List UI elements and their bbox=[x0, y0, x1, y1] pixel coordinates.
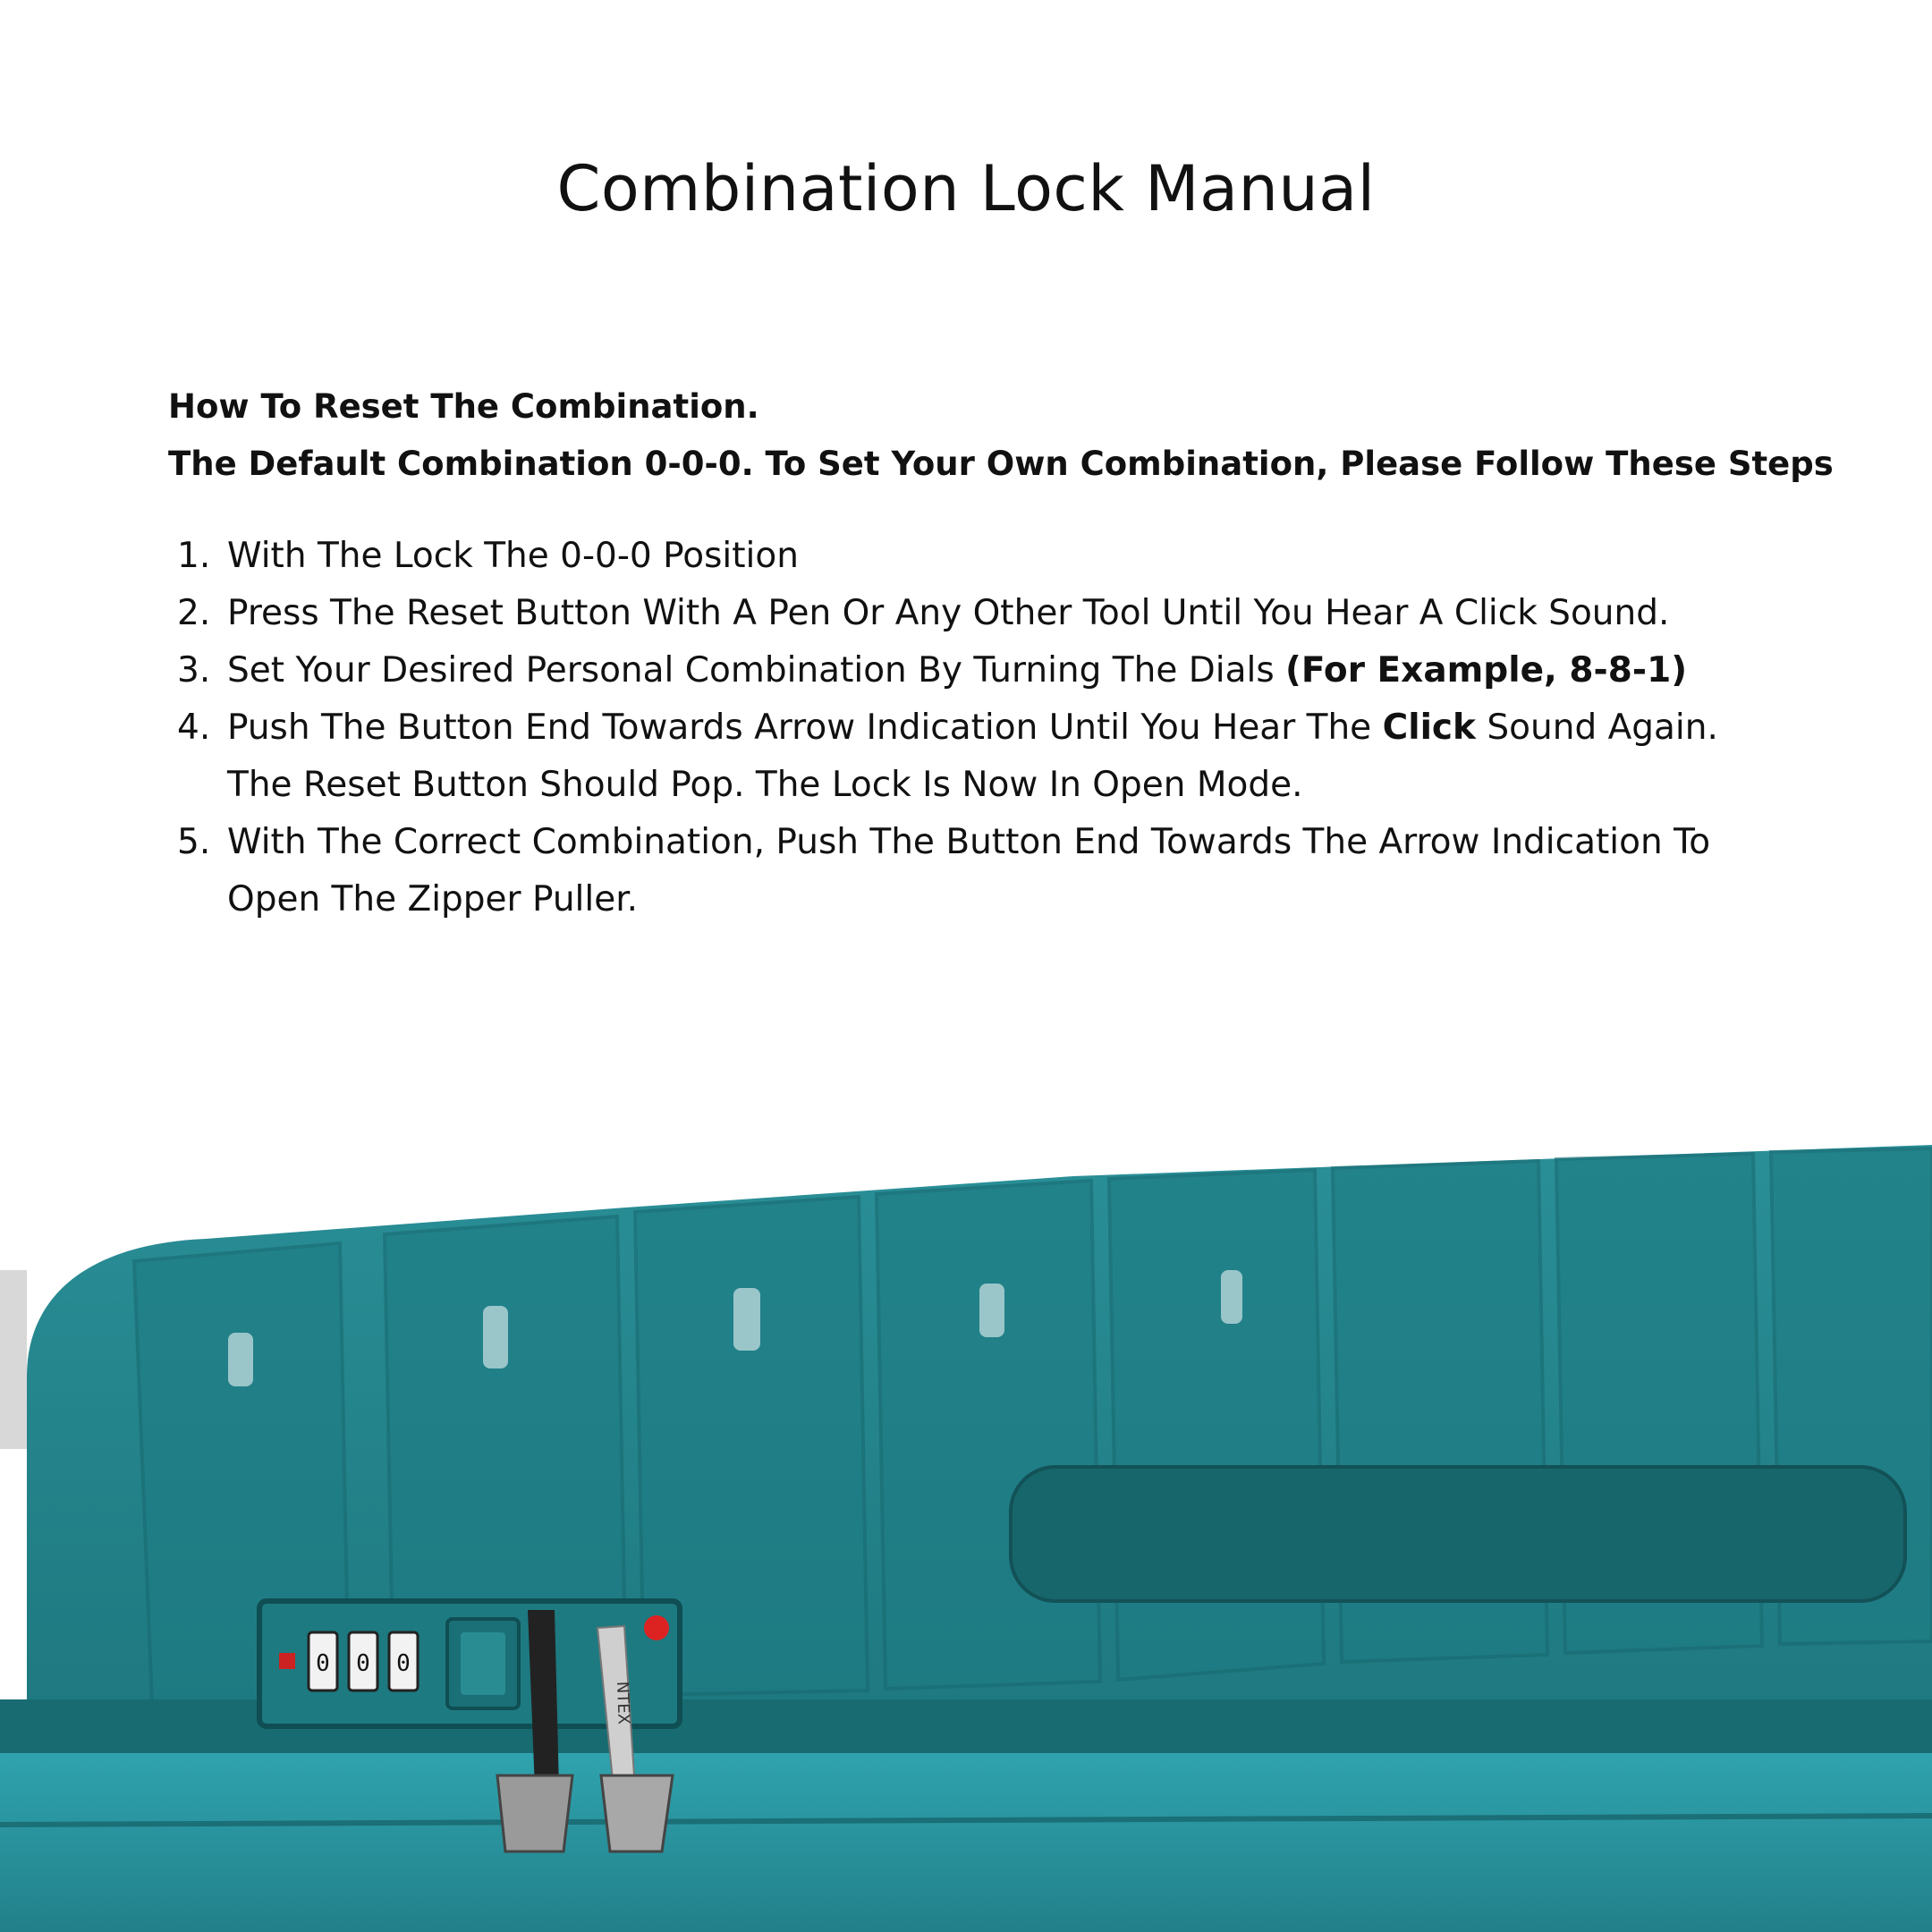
step-number: 3. bbox=[177, 650, 211, 691]
step-text-bold: Click bbox=[1382, 708, 1476, 748]
dial-2: 0 bbox=[356, 1650, 370, 1677]
handle-pole bbox=[0, 1270, 27, 1449]
step-text-part: Push The Button End Towards Arrow Indication Until You Hear The bbox=[227, 708, 1383, 748]
list-item bbox=[168, 642, 1868, 699]
step-number: 4. bbox=[177, 708, 211, 748]
dial-1: 0 bbox=[316, 1650, 330, 1677]
step-text-line2: The Reset Button Should Pop. The Lock Is Now In Open Mode. bbox=[227, 765, 1303, 805]
tsa-logo-icon bbox=[644, 1615, 669, 1640]
step-number: 2. bbox=[177, 593, 211, 633]
lock-latch-face bbox=[461, 1632, 505, 1695]
suitcase-illustration bbox=[0, 1109, 1932, 1932]
page-title: Combination Lock Manual bbox=[556, 152, 1376, 225]
step-text: Press The Reset Button With A Pen Or Any Other Tool Until You Hear A Click Sound. bbox=[227, 593, 1670, 633]
steps-list bbox=[168, 528, 1868, 928]
lock-dials bbox=[309, 1632, 418, 1690]
step-text bbox=[227, 642, 1868, 699]
step-text-part: Sound Again. bbox=[1476, 708, 1718, 748]
list-item bbox=[168, 814, 1868, 928]
zipper-track bbox=[0, 1753, 1932, 1932]
step-number: 5. bbox=[177, 822, 211, 862]
reset-button bbox=[279, 1653, 295, 1669]
intro bbox=[168, 378, 1894, 493]
step-text bbox=[227, 699, 1868, 757]
step-text-line2: Open The Zipper Puller. bbox=[227, 879, 639, 919]
list-item bbox=[168, 585, 1868, 642]
suitcase-photo bbox=[0, 1109, 1932, 1932]
intro-heading: How To Reset The Combination. bbox=[168, 387, 759, 426]
brand-tag-text: NTEX bbox=[613, 1681, 633, 1725]
step-text: With The Correct Combination, Push The Button End Towards The Arrow Indication To bbox=[227, 822, 1711, 862]
intro-subheading: The Default Combination 0-0-0. To Set Your Own Combination, Please Follow These Steps bbox=[168, 445, 1834, 483]
side-handle bbox=[1011, 1467, 1905, 1601]
step-text-bold: (For Example, 8-8-1) bbox=[1285, 650, 1688, 691]
list-item bbox=[168, 528, 1868, 585]
step-number: 1. bbox=[177, 536, 211, 576]
step-text-part: Set Your Desired Personal Combination By Turning The Dials bbox=[227, 650, 1286, 691]
list-item bbox=[168, 699, 1868, 814]
step-text: With The Lock The 0-0-0 Position bbox=[227, 536, 799, 576]
dial-3: 0 bbox=[396, 1650, 411, 1677]
